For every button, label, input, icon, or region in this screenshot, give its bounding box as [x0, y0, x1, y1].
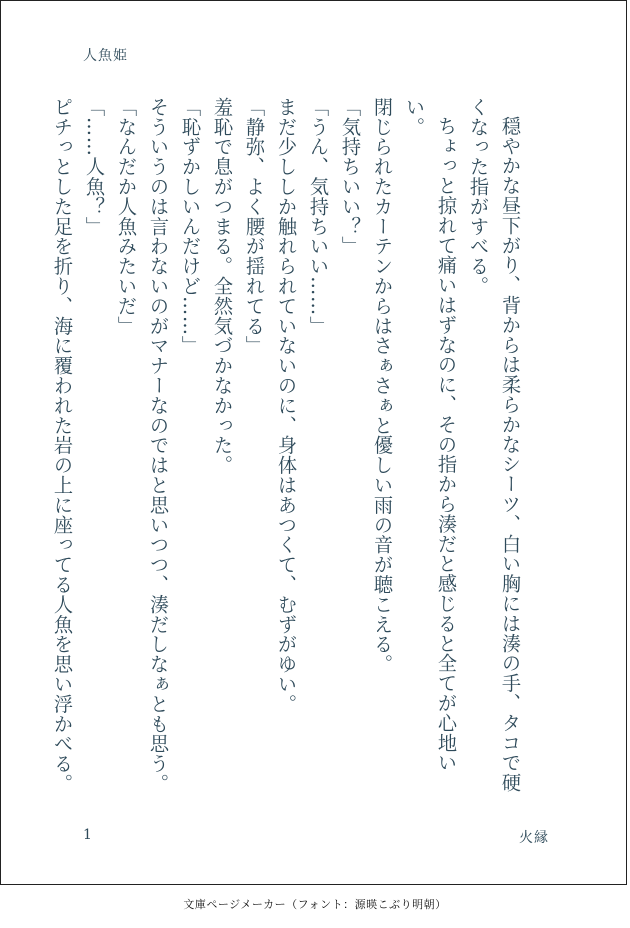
paragraph: 「静弥、よく腰が揺れてる」	[243, 97, 266, 356]
paragraph: 閉じられたカーテンからはさぁさぁと優しい雨の音が聴こえる。	[371, 97, 394, 675]
paragraph: 「うん、気持ちいい……」	[307, 97, 330, 336]
paragraph: 「気持ちいい？」	[339, 97, 362, 257]
footer-caption: 文庫ページメーカー（フォント：源暎こぶり明朝）	[183, 898, 447, 911]
author-name: 火縁	[519, 830, 549, 846]
paragraph: 「なんだか人魚みたいだ」	[115, 97, 138, 336]
paragraph: 穏やかな昼下がり、背からは柔らかなシーツ、白い胸には湊の手、タコで硬くなった指がすべる。	[467, 97, 522, 793]
paragraph: 羞恥で息がつまる。全然気づかなかった。	[211, 97, 234, 476]
paragraph: まだ少ししか触れられていないのに、身体はあつくて、むずがゆい。	[275, 97, 298, 714]
page-number: 1	[83, 827, 92, 843]
paragraph: 「……人魚？」	[83, 97, 106, 237]
book-title: 人魚姫	[83, 48, 128, 64]
paragraph: ピチっとした足を折り、海に覆われた岩の上に座ってる人魚を思い浮かべる。	[51, 97, 74, 794]
paragraph: そういうのは言わないのがマナーなのではと思いつつ、湊だしなぁとも思う。	[147, 97, 170, 794]
paragraph: 「恥ずかしいんだけど……」	[179, 97, 202, 356]
body-text	[51, 97, 526, 797]
paragraph: ちょっと掠れて痛いはずなのに、その指から湊だと感じると全てが心地いい。	[403, 97, 458, 773]
